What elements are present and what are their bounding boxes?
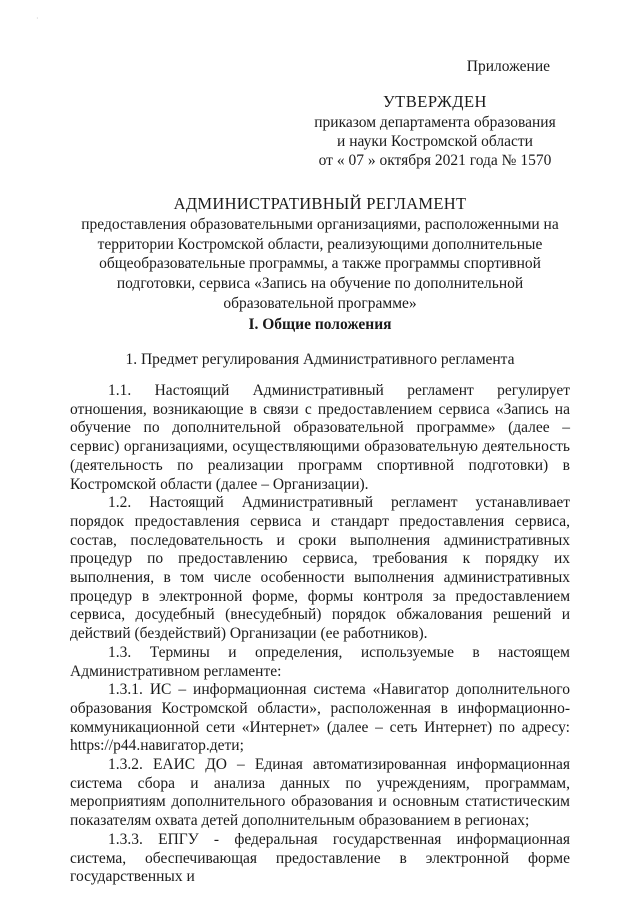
approved-heading: УТВЕРЖДЕН [383, 92, 487, 111]
paragraph-1-2: 1.2. Настоящий Административный регламент устанавливает порядок предоставления сервиса и стандарт предоставления сервиса, состав, последовательность и сроки выполнения административных процедур по предоставлению сервиса, требования к порядку их выполнения, в том числе особенности выполнения административных процедур в электронной форме, формы контроля за предоставлением сервиса, досудебный (внесудебный) порядок обжалования решений и действий (бездействий) Организации (ее работников). [70, 494, 570, 643]
section-heading: I. Общие положения [248, 316, 392, 333]
document-title-block [70, 194, 570, 314]
body-text [70, 382, 570, 887]
corner-mark: · [36, 14, 39, 23]
paragraph-1-3-3: 1.3.3. ЕПГУ - федеральная государственная информационная система, обеспечивающая предоставление в электронной форме государственных и [70, 830, 570, 886]
approval-line-2: и науки Костромской области [337, 133, 533, 150]
approval-line-3: от « 07 » октября 2021 года № 1570 [318, 152, 552, 169]
paragraph-1-3-2: 1.3.2. ЕАИС ДО – Единая автоматизированная информационная система сбора и анализа данных по учреждениям, программам, мероприятиям дополнительного образования и основным статистическим показателям охвата детей дополнительным образованием в регионах; [70, 756, 570, 830]
paragraph-1-3-1: 1.3.1. ИС – информационная система «Навигатор дополнительного образования Костромской области», расположенная в информационно-коммуникационной сети «Интернет» (далее – сеть Интернет) по адресу: https://p44.навигатор.дети; [70, 681, 570, 755]
appendix-label: Приложение [466, 58, 550, 75]
approval-block [300, 92, 570, 170]
document-subtitle: предоставления образовательными организациями, расположенными на территории Костромской области, реализующими дополнительные общеобразовательные программы, а также программы спортивной подготовки, сервиса «Запись на обучение по дополнительной образовательной программе» [81, 215, 559, 312]
paragraph-1-3: 1.3. Термины и определения, используемые в настоящем Административном регламенте: [70, 643, 570, 680]
approval-line-1: приказом департамента образования [314, 114, 556, 131]
subsection-heading: 1. Предмет регулирования Административного регламента [125, 351, 515, 368]
document-title: АДМИНИСТРАТИВНЫЙ РЕГЛАМЕНТ [173, 194, 467, 213]
paragraph-1-1: 1.1. Настоящий Административный регламент регулирует отношения, возникающие в связи с предоставлением сервиса «Запись на обучение по дополнительной образовательной программе» (далее – сервис) организациями, осуществляющими образовательную деятельность (деятельность по реализации программ спортивной подготовки) в Костромской области (далее – Организации). [70, 382, 570, 493]
